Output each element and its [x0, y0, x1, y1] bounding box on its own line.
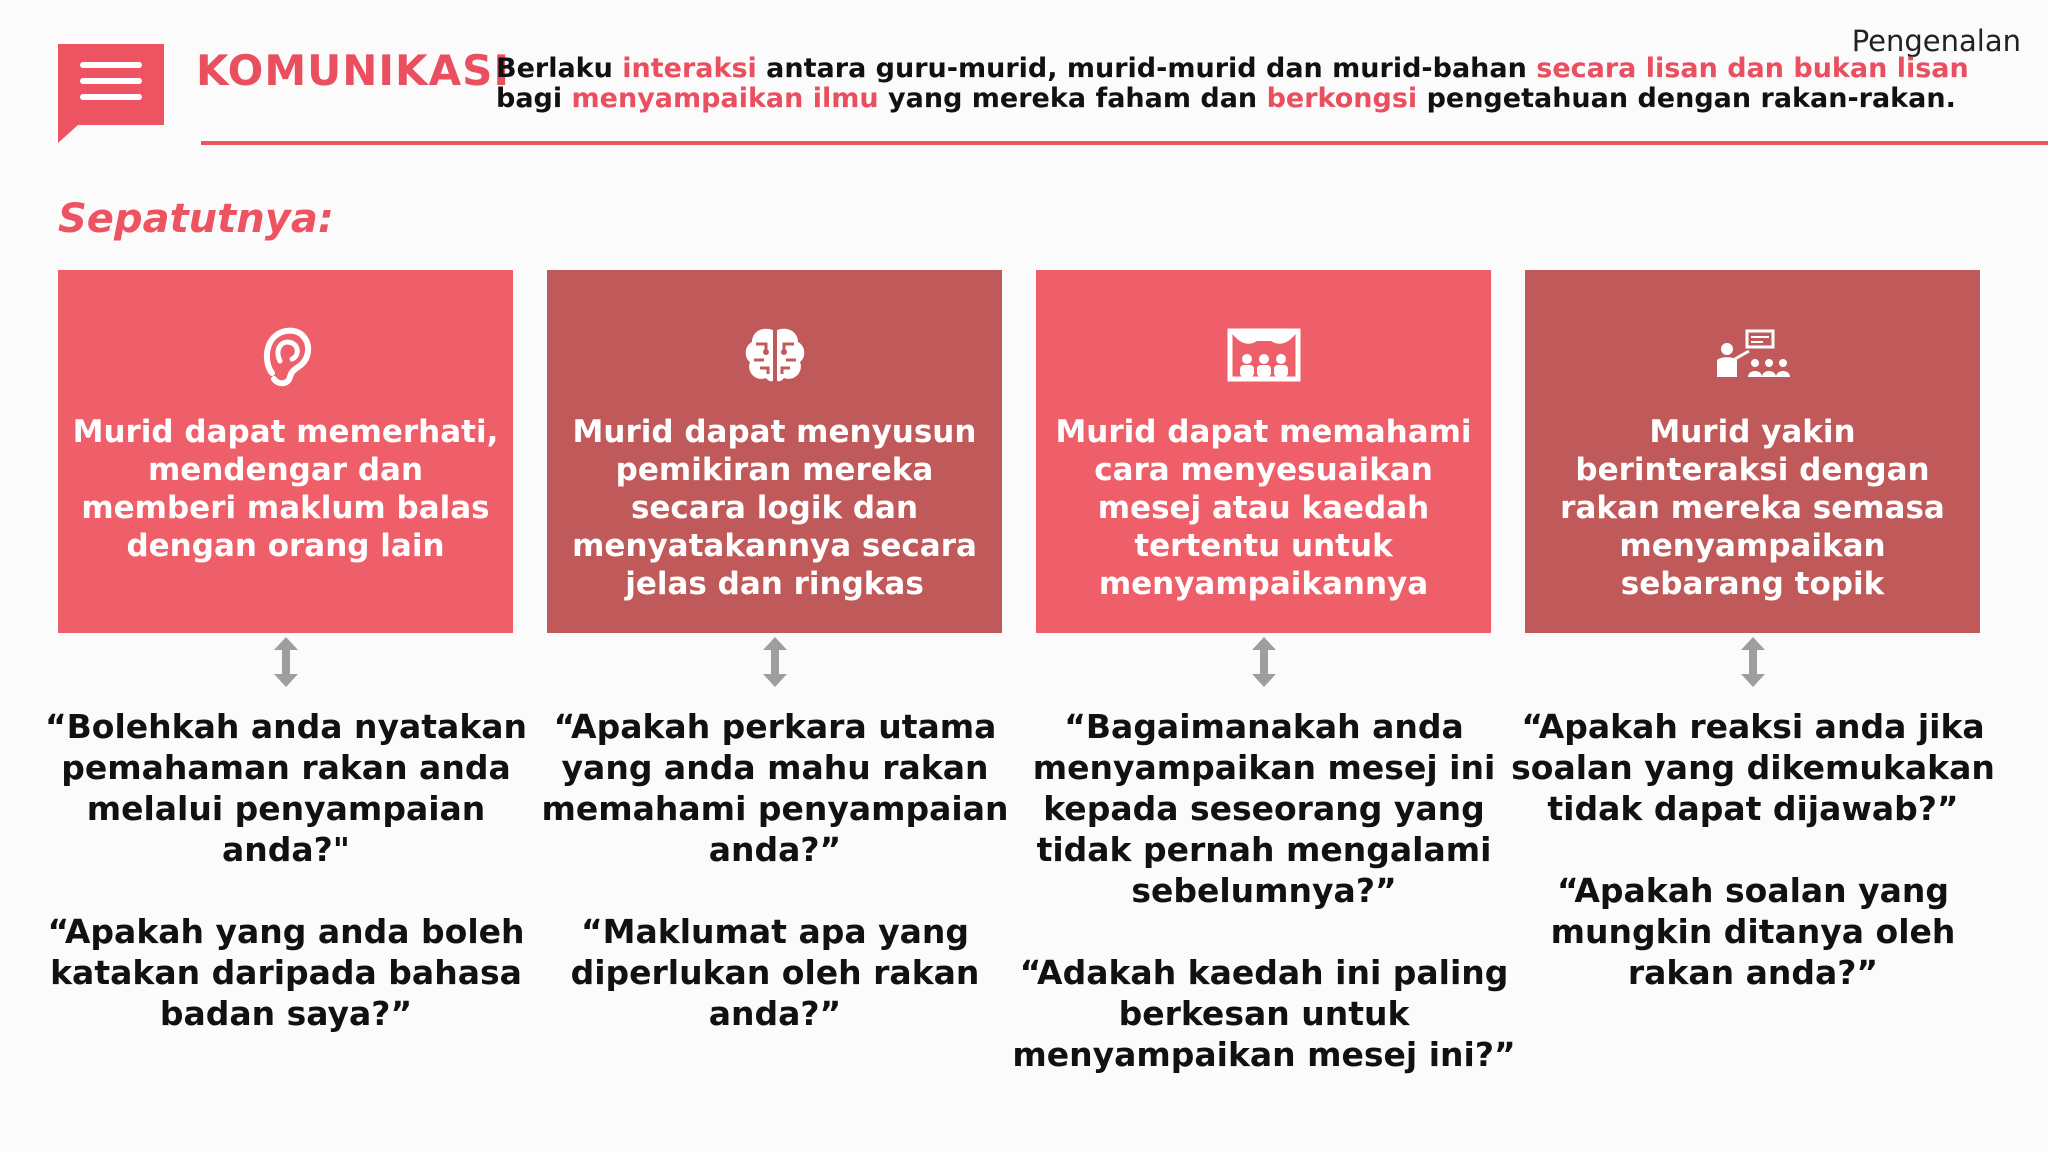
intro-highlight: menyampaikan ilmu: [571, 83, 879, 114]
page-title: KOMUNIKASI: [196, 46, 510, 95]
intro-segment: Berlaku: [496, 53, 623, 84]
ear-icon: [58, 315, 513, 395]
intro-segment: yang mereka faham dan: [878, 83, 1267, 114]
intro-segment: antara guru-murid, murid-murid dan murid-bahan: [756, 53, 1537, 84]
presenter-icon: [1525, 315, 1980, 395]
audience-stage-icon: [1036, 315, 1491, 395]
menu-lines-icon: [58, 44, 164, 125]
question-text: “Apakah perkara utama yang anda mahu rakan memahami penyampaian anda?”: [541, 707, 1009, 869]
question-group: [1009, 706, 1519, 1075]
card-thinking: [547, 270, 1002, 633]
intro-segment: bagi: [496, 83, 572, 114]
card-text: Murid dapat memahami cara menyesuaikan mesej atau kaedah tertentu untuk menyampaikannya: [1055, 414, 1472, 602]
card-text: Murid dapat memerhati, mendengar dan memberi maklum balas dengan orang lain: [72, 414, 499, 564]
double-arrow-icon: [271, 636, 301, 688]
intro-text: [496, 53, 1969, 114]
question-text: “Adakah kaedah ini paling berkesan untuk menyampaikan mesej ini?”: [1012, 953, 1516, 1074]
question-group: [520, 706, 1030, 1034]
question-text: “Apakah yang anda boleh katakan daripada bahasa badan saya?”: [47, 912, 525, 1033]
question-group: [31, 706, 541, 1034]
brain-icon: [547, 315, 1002, 395]
question-text: “Bolehkah anda nyatakan pemahaman rakan anda melalui penyampaian anda?": [44, 707, 528, 869]
intro-highlight: berkongsi: [1266, 83, 1418, 114]
question-text: “Bagaimanakah anda menyampaikan mesej ini kepada seseorang yang tidak pernah mengalami sebelumnya?”: [1032, 707, 1496, 910]
subheading: Sepatutnya:: [58, 196, 334, 242]
card-adapting: [1036, 270, 1491, 633]
card-interacting: [1525, 270, 1980, 633]
intro-highlight: secara lisan dan bukan lisan: [1536, 53, 1969, 84]
double-arrow-icon: [1249, 636, 1279, 688]
intro-line-2: [496, 83, 1956, 114]
intro-segment: pengetahuan dengan rakan-rakan.: [1417, 83, 1956, 114]
card-text: Murid dapat menyusun pemikiran mereka secara logik dan menyatakannya secara jelas dan ringkas: [572, 414, 977, 602]
double-arrow-icon: [1738, 636, 1768, 688]
question-text: “Apakah soalan yang mungkin ditanya oleh rakan anda?”: [1550, 871, 1956, 992]
question-text: “Maklumat apa yang diperlukan oleh rakan anda?”: [570, 912, 980, 1033]
card-listening: [58, 270, 513, 633]
double-arrow-icon: [760, 636, 790, 688]
section-tag: Pengenalan: [1851, 24, 2021, 58]
intro-highlight: interaksi: [622, 53, 757, 84]
header-divider: [201, 141, 2048, 145]
intro-line-1: [496, 53, 1969, 84]
question-group: [1498, 706, 2008, 993]
question-text: “Apakah reaksi anda jika soalan yang dikemukakan tidak dapat dijawab?”: [1511, 707, 1995, 828]
card-text: Murid yakin berinteraksi dengan rakan mereka semasa menyampaikan sebarang topik: [1560, 414, 1945, 602]
